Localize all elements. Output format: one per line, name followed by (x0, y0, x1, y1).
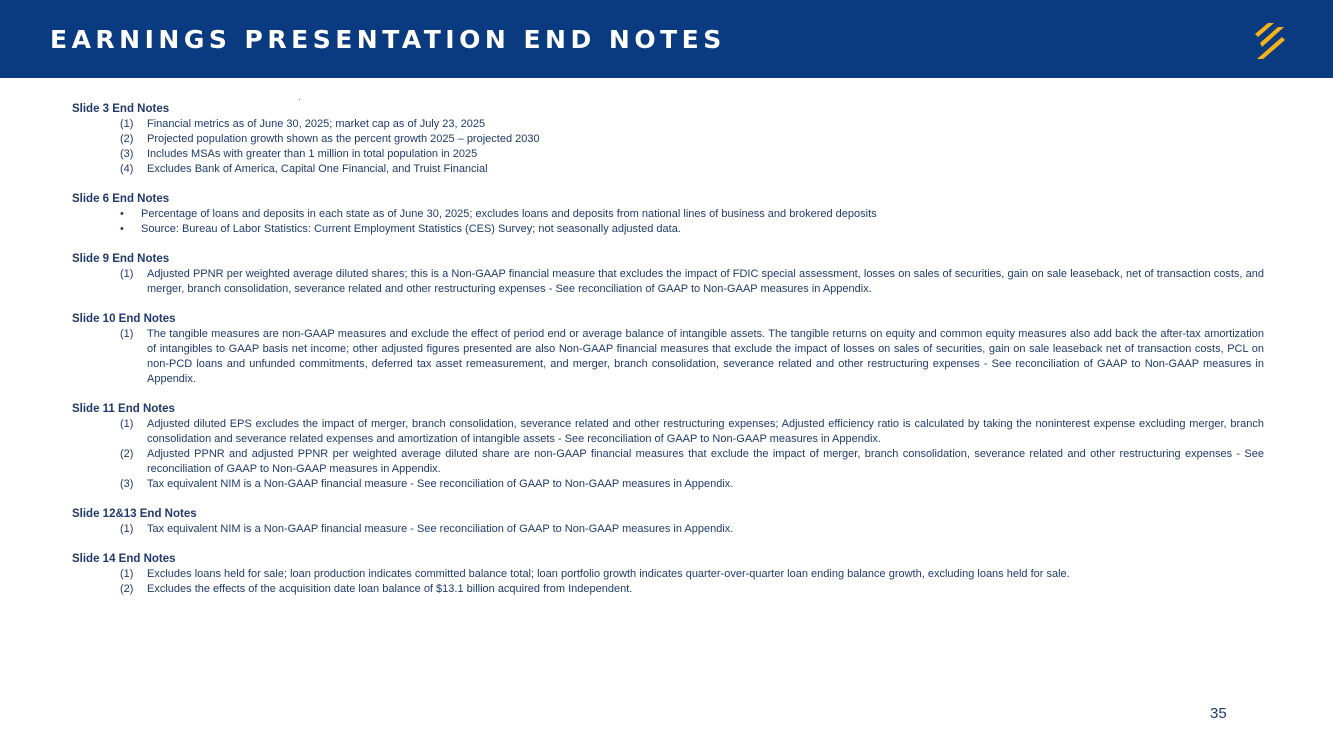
note-text: Tax equivalent NIM is a Non-GAAP financial measure - See reconciliation of GAAP to Non-GAAP measures in Appendix. (147, 478, 734, 490)
note-text: Projected population growth shown as the percent growth 2025 – projected 2030 (147, 133, 540, 145)
note-number: (2) (120, 133, 134, 145)
note-number: (1) (120, 568, 134, 580)
end-notes-section (72, 252, 1264, 297)
decorative-dot (299, 99, 300, 100)
end-notes-section (72, 192, 1264, 237)
page-title: EARNINGS PRESENTATION END NOTES (50, 25, 726, 54)
end-note-item (72, 147, 1264, 162)
bullet-marker: • (120, 223, 124, 235)
end-note-item (72, 567, 1264, 582)
brand-s-logo-icon (1255, 22, 1287, 60)
section-title: Slide 10 End Notes (72, 313, 176, 325)
end-note-item (72, 447, 1264, 477)
note-number: (3) (120, 478, 134, 490)
note-number: (1) (120, 118, 134, 130)
note-number: (2) (120, 583, 134, 595)
note-text: Excludes loans held for sale; loan production indicates committed balance total; loan portfolio growth indicates quarter-over-quarter loan ending balance growth, excluding loans held for sale. (147, 568, 1070, 580)
page-number: 35 (1210, 705, 1227, 722)
note-text: Excludes the effects of the acquisition date loan balance of $13.1 billion acquired from Independent. (147, 583, 633, 595)
note-number: (1) (120, 328, 134, 340)
header-bar (0, 0, 1333, 78)
end-note-item (72, 327, 1264, 387)
section-title: Slide 14 End Notes (72, 553, 176, 565)
note-number: (2) (120, 448, 134, 460)
note-text: Includes MSAs with greater than 1 million in total population in 2025 (147, 148, 478, 160)
end-note-item (72, 207, 1264, 222)
end-note-item (72, 522, 1264, 537)
note-number: (4) (120, 163, 134, 175)
end-note-item (72, 417, 1264, 447)
end-notes-section (72, 312, 1264, 387)
end-notes-section (72, 402, 1264, 492)
end-notes-content (72, 102, 1264, 612)
note-text: Financial metrics as of June 30, 2025; market cap as of July 23, 2025 (147, 118, 486, 130)
note-text: Excludes Bank of America, Capital One Financial, and Truist Financial (147, 163, 488, 175)
section-title: Slide 6 End Notes (72, 193, 170, 205)
section-title: Slide 3 End Notes (72, 103, 170, 115)
section-title: Slide 11 End Notes (72, 403, 175, 415)
note-number: (3) (120, 148, 134, 160)
note-text: Percentage of loans and deposits in each state as of June 30, 2025; excludes loans and deposits from national lines of business and brokered deposits (141, 208, 877, 220)
section-title: Slide 12&13 End Notes (72, 508, 197, 520)
end-note-item (72, 267, 1264, 297)
end-notes-section (72, 102, 1264, 177)
end-note-item (72, 117, 1264, 132)
note-text: Source: Bureau of Labor Statistics: Current Employment Statistics (CES) Survey; not seasonally adjusted data. (141, 223, 681, 235)
note-text: Adjusted PPNR and adjusted PPNR per weighted average diluted share are non-GAAP financial measures that exclude the impact of merger, branch consolidation, severance related and other restructuring expenses - See reconciliation of GAAP to Non-GAAP measures in Appendix. (147, 448, 1264, 475)
note-text: Tax equivalent NIM is a Non-GAAP financial measure - See reconciliation of GAAP to Non-GAAP measures in Appendix. (147, 523, 734, 535)
end-notes-section (72, 552, 1264, 597)
note-text: Adjusted PPNR per weighted average diluted shares; this is a Non-GAAP financial measure that excludes the impact of FDIC special assessment, losses on sales of securities, gain on sale leaseback, net of transaction costs, and merger, branch consolidation, severance related and other restructuring expenses - See reconciliation of GAAP to Non-GAAP measures in Appendix. (147, 268, 1264, 295)
end-note-item (72, 132, 1264, 147)
end-note-item (72, 222, 1264, 237)
note-number: (1) (120, 418, 134, 430)
section-title: Slide 9 End Notes (72, 253, 170, 265)
note-number: (1) (120, 268, 134, 280)
end-note-item (72, 582, 1264, 597)
end-notes-section (72, 507, 1264, 537)
end-note-item (72, 162, 1264, 177)
note-number: (1) (120, 523, 134, 535)
note-text: The tangible measures are non-GAAP measures and exclude the effect of period end or average balance of intangible assets. The tangible returns on equity and common equity measures also add back the after-tax amortization of intangibles to GAAP basis net income; other adjusted figures presented are also Non-GAAP financial measures that exclude the impact of losses on sales of securities, gain on sale leaseback net of transaction costs, PCL on non-PCD loans and unfunded commitments, deferred tax asset remeasurement, and merger, branch consolidation, severance related and other restructuring expenses - See reconciliation of GAAP to Non-GAAP measures in Appendix. (147, 328, 1264, 385)
end-note-item (72, 477, 1264, 492)
bullet-marker: • (120, 208, 124, 220)
note-text: Adjusted diluted EPS excludes the impact of merger, branch consolidation, severance related and other restructuring expenses; Adjusted efficiency ratio is calculated by taking the noninterest expense excluding merger, branch consolidation and severance related expenses and amortization of intangible assets - See reconciliation of GAAP to Non-GAAP measures in Appendix. (147, 418, 1264, 445)
